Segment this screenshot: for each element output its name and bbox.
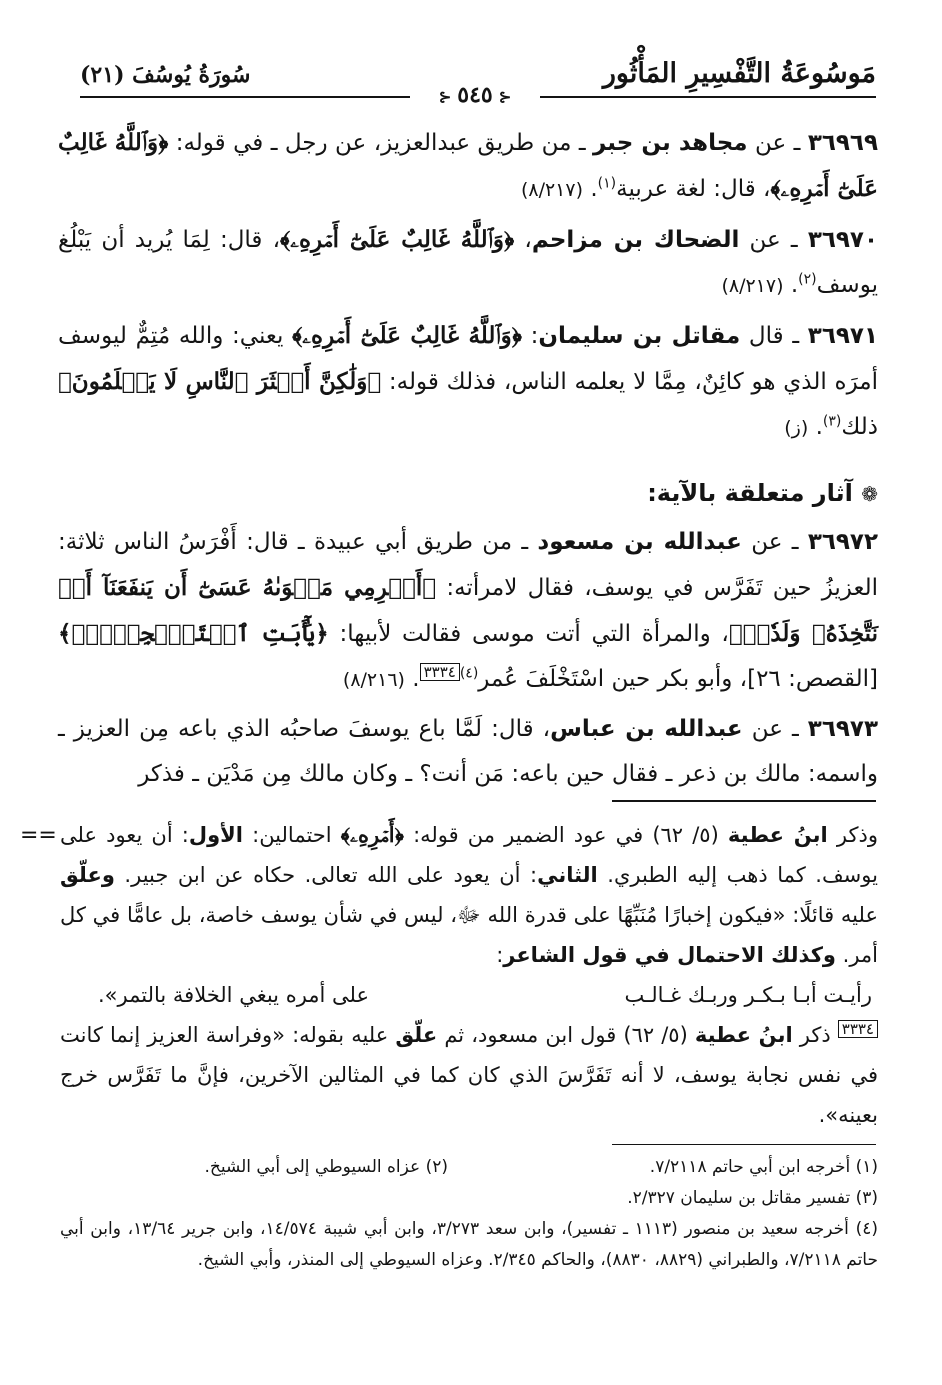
volume-ref: (٨/٢١٦) bbox=[342, 669, 405, 691]
flower-icon: ❁ bbox=[861, 482, 878, 506]
note-bold: وكذلك الاحتمال في قول الشاعر bbox=[503, 943, 836, 967]
ornament-icon: ⊰ bbox=[438, 88, 452, 106]
book-title: مَوسُوعَةُ التَّفْسِيرِ المَأْثُور bbox=[602, 58, 876, 89]
note-bold: علّق bbox=[395, 1023, 438, 1047]
entry-number: ٣٦٩٧١ bbox=[807, 323, 878, 349]
entry-text: ، قال: لَمَّا باع يوسفَ صاحبُه الذي باعه مِن العزيز ـ واسمه: مالك بن ذعر ـ فقال حين باعه: مَن أنت؟ ـ وكان مالك مِن مَدْيَن ـ فذكر bbox=[58, 716, 878, 787]
page-number: ٥٤٥ bbox=[457, 82, 493, 108]
note-bold: ابنُ عطية bbox=[694, 1023, 793, 1047]
notes-divider bbox=[612, 800, 876, 802]
note-ibn-atiyya-1 bbox=[60, 815, 878, 975]
quran-quote: ﴿يَٰٓأَبَتِ ٱسۡتَـٔۡجِرۡهُۖ﴾ bbox=[58, 620, 329, 647]
footnote-ref: (٣) bbox=[822, 413, 842, 430]
footnote-2: (٢) عزاه السيوطي إلى أبي الشيخ. bbox=[204, 1157, 448, 1177]
commentary-notes bbox=[20, 815, 878, 1135]
entry-text: ، قال: لغة عربية bbox=[616, 176, 771, 202]
footnote-ref: (٤) bbox=[459, 665, 479, 682]
footnote-row bbox=[60, 1152, 878, 1183]
narrator-name: مجاهد بن جبر bbox=[593, 130, 748, 156]
narrator-name: عبدالله بن مسعود bbox=[537, 529, 742, 555]
entry-text: . bbox=[808, 414, 823, 440]
entry-text: ، bbox=[514, 227, 532, 253]
note-bold: وعلّق bbox=[60, 863, 115, 887]
narrator-name: مقاتل بن سليمان bbox=[538, 323, 741, 349]
note-text: : أن يعود على يوسف. كما ذهب إليه الطبري. bbox=[60, 823, 878, 887]
entry-text: . bbox=[783, 272, 799, 298]
entry-number: ٣٦٩٧٠ bbox=[807, 227, 879, 253]
narrator-name: عبدالله بن عباس bbox=[550, 716, 743, 742]
note-bold: الأول bbox=[188, 823, 243, 847]
footnote-ref: (١) bbox=[597, 175, 617, 192]
entry-text: . bbox=[404, 666, 420, 692]
entry-number: ٣٦٩٦٩ bbox=[807, 130, 879, 156]
note-text: (٥/ ٦٢) في عود الضمير من قوله: bbox=[403, 823, 728, 847]
entry-36971 bbox=[58, 313, 878, 451]
comment-box-number: ٣٣٣٤ bbox=[420, 663, 460, 681]
entry-text: ـ عن bbox=[739, 227, 808, 253]
entry-36969 bbox=[58, 120, 878, 213]
note-text: عليه بقوله: «وفراسة العزيز إنما كانت في نفس نجابة يوسف، لا أنه تَفَرَّسَ الذي كان كما في المثالين الآخرين، فإنَّ ما تَفَرَّس خرج بعينه». bbox=[60, 1023, 878, 1127]
quran-quote: ﴿أَمۡرِهِۦ﴾ bbox=[340, 822, 404, 847]
entry-text: ـ من طريق عبدالعزيز، عن رجل ـ في قوله: bbox=[168, 130, 593, 156]
volume-ref: (ز) bbox=[784, 417, 809, 439]
volume-ref: (٨/٢١٧) bbox=[721, 275, 784, 297]
footnotes bbox=[60, 1152, 878, 1276]
note-text: عليه قائلًا: «فيكون إخبارًا مُنَبِّهًا على قدرة الله ﷻ، ليس في شأن يوسف خاصة، بل عامًّا في كل أمر. bbox=[60, 903, 878, 967]
footnote-ref: (٢) bbox=[798, 271, 817, 288]
entry-number: ٣٦٩٧٢ bbox=[807, 529, 879, 555]
entry-text: . bbox=[583, 176, 598, 202]
ornament-icon: ⊰ bbox=[498, 88, 512, 106]
note-text: (٥/ ٦٢) قول ابن مسعود، ثم bbox=[437, 1023, 695, 1047]
note-text: : bbox=[496, 943, 504, 967]
quran-quote: ﴿وَٱللَّهُ غَالِبٌ عَلَىٰٓ أَمۡرِهِۦ﴾ bbox=[58, 129, 878, 202]
entry-text: ـ قال bbox=[740, 323, 808, 349]
note-bold: ابنُ عطية bbox=[727, 823, 828, 847]
entry-number: ٣٦٩٧٣ bbox=[807, 716, 878, 742]
footnotes-divider bbox=[612, 1144, 876, 1145]
poem-hemistich-left: على أمره يبغي الخلافة بالتمر». bbox=[98, 983, 370, 1007]
quran-quote: ﴿وَٱللَّهُ غَالِبٌ عَلَىٰٓ أَمۡرِهِۦ﴾ bbox=[280, 226, 515, 253]
note-bold: الثاني bbox=[537, 863, 598, 887]
entry-text: : bbox=[521, 323, 539, 349]
entry-text: ـ عن bbox=[741, 529, 808, 555]
note-ibn-atiyya-2 bbox=[60, 1015, 878, 1135]
quran-quote: ﴿وَلَٰكِنَّ أَكۡثَرَ ٱلنَّاسِ لَا يَعۡلَمُونَ﴾ bbox=[58, 368, 382, 395]
section-heading-text: آثار متعلقة بالآية: bbox=[647, 479, 853, 507]
note-text: ذكر bbox=[792, 1023, 838, 1047]
note-text: : أن يعود على الله تعالى. حكاه عن ابن جبير. bbox=[114, 863, 538, 887]
section-heading bbox=[58, 471, 878, 516]
entry-text: ـ عن bbox=[747, 130, 808, 156]
quran-quote: ﴿وَٱللَّهُ غَالِبٌ عَلَىٰٓ أَمۡرِهِۦ﴾ bbox=[292, 322, 522, 349]
page-header bbox=[80, 48, 876, 106]
entry-36972 bbox=[58, 520, 878, 703]
entry-text: ذلك bbox=[841, 414, 878, 440]
entry-text: ، قال: لِمَا يُريد أن يَبْلُغ يوسف bbox=[58, 227, 878, 298]
entry-text: ـ عن bbox=[742, 716, 808, 742]
main-text bbox=[58, 120, 878, 801]
footnote-1: (١) أخرجه ابن أبي حاتم ٧/٢١١٨. bbox=[649, 1157, 878, 1177]
comment-box-number: ٣٣٣٤ bbox=[838, 1020, 878, 1038]
footnote-3: (٣) تفسير مقاتل بن سليمان ٢/٣٢٧. bbox=[627, 1188, 878, 1208]
surah-title: سُورَةُ يُوسُفَ (٢١) bbox=[80, 62, 251, 88]
continuation-mark: == bbox=[20, 823, 57, 848]
poem-verse bbox=[60, 975, 878, 1015]
volume-ref: (٨/٢١٧) bbox=[520, 179, 584, 201]
poem-hemistich-right: رأيـت أبـا بـكـر وربـك غـالـب bbox=[624, 983, 872, 1007]
footnote-4: (٤) أخرجه سعيد بن منصور (١١١٣ ـ تفسير)، وابن سعد ٣/٢٧٣، وابن أبي شيبة ١٤/٥٧٤، وابن جرير ١٣/٦٤، وابن أبي حاتم ٧/٢١١٨، والطبراني (٨٨٢٩، ٨٨٣٠)، والحاكم ٢/٣٤٥. وعزاه السيوطي إلى المنذر، وأبي الشيخ. bbox=[60, 1219, 878, 1270]
narrator-name: الضحاك بن مزاحم bbox=[531, 227, 740, 253]
page-number-box bbox=[410, 82, 540, 108]
entry-text: يعني: والله مُتِمٌّ ليوسف أمرَه الذي هو كائِنٌ، مِمَّا لا يعلمه الناس، فذلك قوله: bbox=[58, 323, 878, 395]
entry-text: ، والمرأة التي أتت موسى فقالت لأبيها: bbox=[328, 621, 729, 647]
entry-text: [القصص: ٢٦]، وأبو بكر حين اسْتَخْلَفَ عُمر bbox=[478, 666, 878, 692]
note-text: احتمالين: bbox=[243, 823, 341, 847]
entry-36970 bbox=[58, 217, 878, 309]
note-text: وذكر bbox=[827, 823, 878, 847]
entry-36973 bbox=[58, 707, 878, 797]
entry-text: ـ من طريق أبي عبيدة ـ قال: أَفْرَسُ الناس ثلاثة: العزيزُ حين تَفَرَّس في يوسف، فقال لامرأته: bbox=[58, 529, 878, 601]
quran-quote: ﴿أَكۡرِمِي مَثۡوَىٰهُ عَسَىٰٓ أَن يَنفَعَنَآ أَوۡ نَتَّخِذَهُۥ وَلَدٗاۚ﴾ bbox=[58, 574, 879, 647]
